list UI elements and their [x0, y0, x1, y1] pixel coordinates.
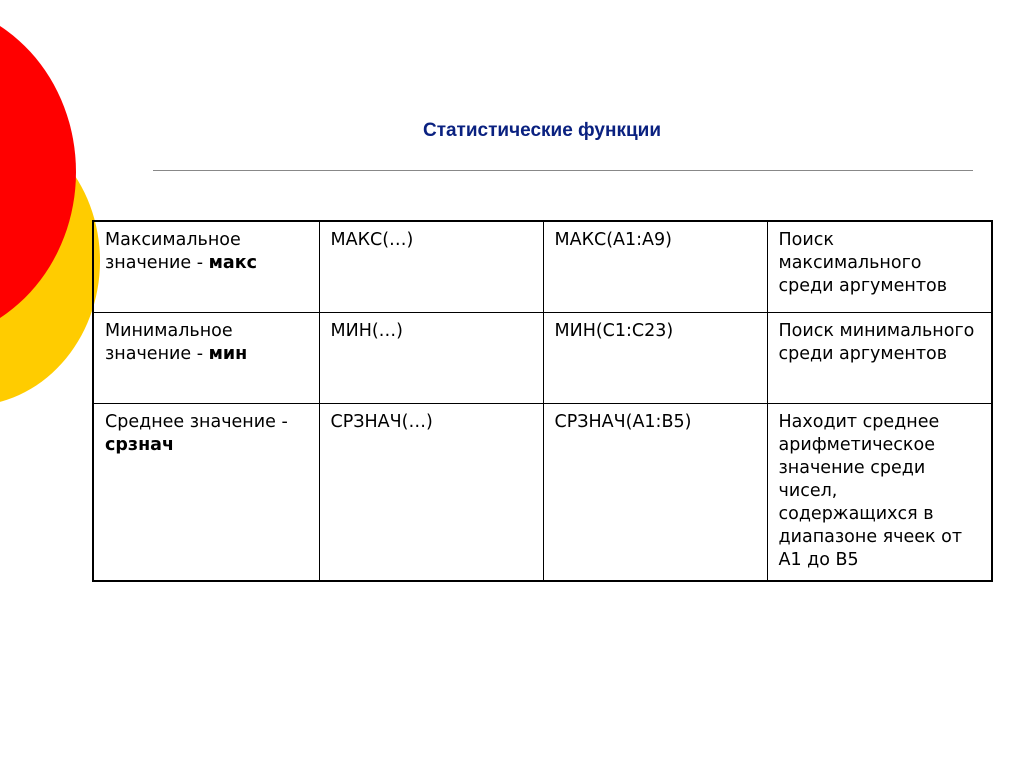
table-row: [93, 312, 992, 403]
title-divider: [153, 170, 973, 171]
keyword-text: макс: [208, 253, 257, 273]
table-row: [93, 403, 992, 581]
cell-description: Находит среднее арифметическое значение среди чисел, содержащихся в диапазоне ячеек от А1 до В5: [767, 403, 992, 581]
keyword-text: срзнач: [105, 434, 174, 455]
cell-example: МАКС(А1:А9): [543, 221, 767, 312]
cell-description: Поиск максимального среди аргументов: [767, 221, 992, 312]
table-row: [93, 221, 992, 312]
keyword-text: мин: [208, 343, 248, 364]
cell-function: МИН(…): [319, 312, 543, 403]
slide-title: Статистические функции: [422, 120, 662, 141]
cell-label: [93, 221, 319, 312]
cell-example: МИН(С1:С23): [543, 312, 767, 403]
cell-example: СРЗНАЧ(А1:В5): [543, 403, 767, 581]
label-text: Среднее значение -: [105, 411, 288, 432]
cell-label: [93, 403, 319, 581]
cell-label: [93, 312, 319, 403]
label-text: Минимальное значение -: [105, 320, 233, 364]
label-text: Максимальное значение -: [105, 230, 241, 273]
cell-function: СРЗНАЧ(…): [319, 403, 543, 581]
functions-table: [92, 220, 993, 582]
cell-function: МАКС(…): [319, 221, 543, 312]
cell-description: Поиск минимального среди аргументов: [767, 312, 992, 403]
